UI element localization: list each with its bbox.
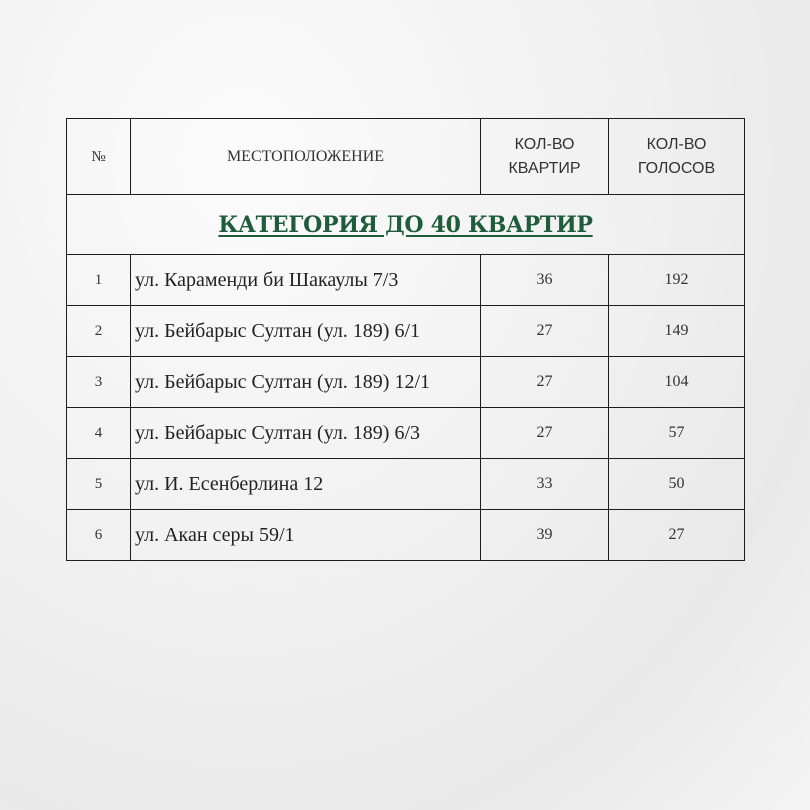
header-number: № — [67, 119, 131, 195]
row-location: ул. Караменди би Шакаулы 7/3 — [131, 255, 481, 306]
header-location: МЕСТОПОЛОЖЕНИЕ — [131, 119, 481, 195]
row-number: 1 — [67, 255, 131, 306]
row-votes: 50 — [609, 459, 745, 510]
table-row — [67, 510, 745, 561]
row-apartments: 27 — [481, 357, 609, 408]
row-location: ул. И. Есенберлина 12 — [131, 459, 481, 510]
row-apartments: 36 — [481, 255, 609, 306]
header-votes-line1: КОЛ-ВО — [646, 135, 707, 153]
row-apartments: 27 — [481, 408, 609, 459]
table-row — [67, 306, 745, 357]
category-title: КАТЕГОРИЯ ДО 40 КВАРТИР — [218, 211, 593, 238]
row-location: ул. Бейбарыс Султан (ул. 189) 6/1 — [131, 306, 481, 357]
row-votes: 57 — [609, 408, 745, 459]
row-number: 3 — [67, 357, 131, 408]
row-number: 6 — [67, 510, 131, 561]
table-row — [67, 408, 745, 459]
row-votes: 192 — [609, 255, 745, 306]
header-votes-line2: ГОЛОСОВ — [637, 159, 716, 177]
row-votes: 104 — [609, 357, 745, 408]
row-number: 4 — [67, 408, 131, 459]
table-row — [67, 357, 745, 408]
row-apartments: 33 — [481, 459, 609, 510]
row-apartments: 39 — [481, 510, 609, 561]
header-apartments — [481, 119, 609, 195]
header-votes — [609, 119, 745, 195]
category-row — [67, 195, 745, 255]
results-table — [66, 118, 745, 561]
table-row — [67, 255, 745, 306]
row-location: ул. Акан серы 59/1 — [131, 510, 481, 561]
header-apartments-line1: КОЛ-ВО — [514, 135, 575, 153]
row-votes: 27 — [609, 510, 745, 561]
header-apartments-line2: КВАРТИР — [508, 159, 581, 177]
row-number: 2 — [67, 306, 131, 357]
row-location: ул. Бейбарыс Султан (ул. 189) 6/3 — [131, 408, 481, 459]
table-header-row — [67, 119, 745, 195]
row-location: ул. Бейбарыс Султан (ул. 189) 12/1 — [131, 357, 481, 408]
row-apartments: 27 — [481, 306, 609, 357]
table-row — [67, 459, 745, 510]
row-number: 5 — [67, 459, 131, 510]
row-votes: 149 — [609, 306, 745, 357]
